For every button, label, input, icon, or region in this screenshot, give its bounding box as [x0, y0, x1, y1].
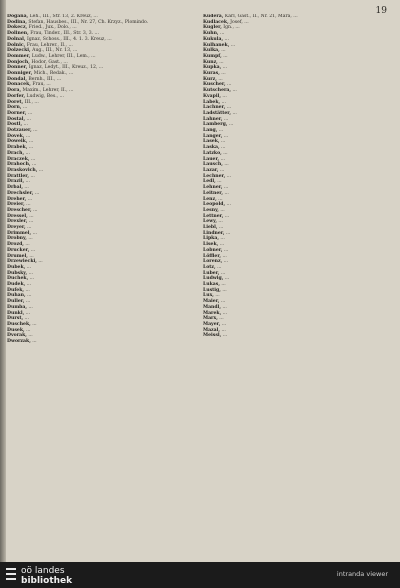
entry-details: Aug., III., Nr. 13, ...: [32, 48, 78, 54]
entry-name: Lukas,: [203, 282, 220, 288]
entry-details: ...: [32, 321, 37, 327]
entry-details: Maxim., Lehrer, II., ...: [22, 88, 74, 94]
entry-details: ...: [222, 310, 228, 316]
entry-details: ...: [29, 213, 34, 219]
entry-name: Ledl,: [203, 179, 216, 185]
logo-line-1: oö landes: [21, 566, 65, 576]
entry-name: Lipka,: [203, 236, 219, 242]
entry-details: ...: [220, 299, 226, 305]
entry-details: Josef, ...: [230, 19, 249, 25]
entry-details: III., ...: [24, 99, 39, 105]
entry-name: Dvorak,: [7, 333, 27, 339]
entry-details: ...: [25, 299, 31, 305]
entry-details: ...: [28, 333, 33, 339]
page-gutter-shadow: [0, 0, 6, 562]
entry-details: ...: [32, 339, 37, 345]
entry-name: Lesny,: [203, 207, 219, 213]
entry-details: ...: [219, 316, 224, 322]
entry-name: Liebl,: [203, 225, 218, 231]
entry-details: Frau, ...: [32, 82, 51, 88]
entry-name: Dokecz,: [7, 25, 28, 31]
entry-details: ...: [25, 179, 30, 185]
entry-details: ...: [26, 116, 31, 122]
entry-details: ...: [38, 259, 43, 265]
entry-name: Duschek,: [7, 321, 31, 327]
entry-details: ...: [222, 65, 228, 71]
entry-name: Drzewiecki,: [7, 259, 37, 265]
entry-name: Lazar,: [203, 167, 219, 173]
entry-details: ...: [30, 173, 35, 179]
entry-details: ...: [220, 236, 225, 242]
library-logo[interactable]: [6, 565, 96, 587]
entry-details: ...: [215, 293, 220, 299]
entry-details: ...: [28, 270, 33, 276]
entry-name: Kukula,: [203, 36, 224, 42]
entry-details: ...: [224, 36, 229, 42]
entry-name: Kumpf,: [203, 53, 222, 59]
entry-details: ...: [33, 207, 38, 213]
entry-details: ...: [219, 31, 225, 37]
entry-details: ...: [30, 247, 36, 253]
page-number: 19: [375, 6, 387, 16]
entry-name: Drobny,: [7, 236, 27, 242]
entry-name: Dodina,: [7, 19, 27, 25]
entry-name: Dostal,: [7, 116, 26, 122]
entry-details: ...: [218, 128, 224, 134]
entry-details: ...: [25, 242, 30, 248]
entry-name: Dondal,: [7, 76, 27, 82]
entry-name: Drahoch,: [7, 162, 31, 168]
entry-details: ...: [26, 327, 31, 333]
entry-details: ...: [220, 156, 226, 162]
entry-details: Ignaz, Ledyt., III., Kreuz., 12, ...: [28, 65, 104, 71]
entry-name: Lewy,: [203, 219, 217, 225]
entry-details: ...: [24, 185, 29, 191]
entry-details: ...: [223, 259, 229, 265]
entry-name: Donniger,: [7, 71, 33, 77]
entry-name: Marx,: [203, 316, 218, 322]
entry-name: Mayer,: [203, 321, 221, 327]
entry-details: Stefan, Hausbes., III., Nr. 27, Ch. Krzyz., Plomindo.: [28, 19, 149, 25]
entry-name: Kupka,: [203, 65, 222, 71]
entry-name: Langer,: [203, 133, 223, 139]
entry-details: ...: [28, 236, 33, 242]
entry-details: ...: [219, 242, 225, 248]
entry-details: ...: [221, 71, 226, 77]
entry-details: Hodor, Gast., ...: [31, 59, 68, 65]
entry-name: Lausch,: [203, 162, 223, 168]
entry-details: ...: [228, 122, 234, 128]
entry-details: ...: [232, 110, 237, 116]
entry-name: Dolzecki,: [7, 48, 31, 54]
entry-name: Lechner,: [203, 173, 226, 179]
entry-name: Lisek,: [203, 242, 219, 248]
entry-name: Drexler,: [7, 219, 28, 225]
entry-name: Dommer,: [7, 53, 31, 59]
entry-name: Marek,: [203, 310, 222, 316]
entry-name: Kuscher,: [203, 82, 226, 88]
entry-name: Kudera,: [203, 14, 224, 19]
entry-details: ...: [221, 327, 226, 333]
entry-name: Laska,: [203, 145, 220, 151]
entry-name: Draskovich,: [7, 167, 38, 173]
entry-details: ...: [217, 264, 222, 270]
entry-details: ...: [25, 287, 30, 293]
entry-name: Lobner,: [203, 247, 223, 253]
entry-details: ...: [25, 133, 31, 139]
entry-name: Lang,: [203, 128, 218, 134]
entry-name: Dressel,: [7, 213, 28, 219]
logo-bars-icon: [6, 568, 18, 584]
directory-entry: [203, 333, 387, 339]
entry-details: ...: [224, 162, 229, 168]
entry-details: ...: [22, 105, 28, 111]
entry-name: Mandl,: [203, 304, 221, 310]
entry-name: Duchek,: [7, 276, 29, 282]
entry-details: ...: [218, 196, 223, 202]
entry-name: Dogana,: [7, 14, 29, 19]
entry-name: Kuras,: [203, 71, 220, 77]
entry-details: ...: [232, 88, 237, 94]
entry-name: Kulhanek,: [203, 42, 230, 48]
entry-details: ...: [222, 93, 227, 99]
entry-name: Donjoch,: [7, 59, 30, 65]
entry-name: Lamberg,: [203, 122, 228, 128]
entry-name: Lux,: [203, 293, 214, 299]
entry-details: ...: [221, 321, 227, 327]
entry-details: ...: [222, 253, 227, 259]
entry-details: ...: [218, 76, 223, 82]
entry-details: ...: [26, 202, 31, 208]
entry-details: ...: [25, 310, 31, 316]
entry-name: Löffler,: [203, 253, 222, 259]
entry-name: Leopold,: [203, 202, 226, 208]
entry-details: ...: [219, 167, 225, 173]
entry-details: ...: [223, 247, 229, 253]
entry-name: Donacek,: [7, 82, 31, 88]
entry-details: ...: [226, 173, 232, 179]
entry-details: ...: [222, 333, 228, 339]
entry-name: Drimmel,: [7, 230, 32, 236]
entry-details: ...: [28, 139, 34, 145]
entry-name: Lahner,: [203, 116, 223, 122]
entry-name: Drumel,: [7, 253, 28, 259]
entry-details: ...: [221, 99, 226, 105]
entry-name: Lindner,: [203, 230, 225, 236]
entry-name: Meissl,: [203, 333, 222, 339]
entry-details: ...: [230, 42, 236, 48]
entry-name: Drabek,: [7, 145, 28, 151]
entry-details: Frau, Tinder., III., Str. 3, 3. ...: [30, 31, 99, 37]
entry-name: Drozd,: [7, 242, 24, 248]
entry-details: Fried., Jux., Dolo., ...: [28, 25, 77, 31]
entry-details: ...: [223, 133, 229, 139]
entry-details: ...: [38, 167, 44, 173]
entry-details: ...: [217, 179, 222, 185]
entry-details: Bernh., III., ...: [28, 76, 62, 82]
entry-name: Labek,: [203, 99, 221, 105]
entry-name: Donner,: [7, 65, 28, 71]
entry-name: Ludwig,: [203, 276, 224, 282]
entry-name: Dumba,: [7, 304, 27, 310]
entry-name: Dolinen,: [7, 31, 29, 37]
entry-name: Dostl,: [7, 122, 23, 128]
entry-details: ...: [224, 190, 229, 196]
entry-details: Mich., Redak., ...: [33, 71, 74, 77]
entry-name: Kudlacek,: [203, 19, 229, 25]
entry-details: ...: [226, 202, 231, 208]
entry-details: ...: [32, 162, 37, 168]
entry-details: ...: [27, 293, 32, 299]
entry-name: Duhan,: [7, 293, 26, 299]
entry-details: ...: [33, 128, 38, 134]
entry-details: ...: [27, 225, 32, 231]
viewer-label: intranda viewer: [336, 570, 388, 578]
entry-details: ...: [29, 253, 34, 259]
logo-line-2: bibliothek: [21, 576, 73, 586]
entry-details: Ludwig, Bes., ...: [26, 93, 64, 99]
entry-details: ...: [221, 282, 226, 288]
directory-entry: [7, 339, 191, 345]
entry-name: Latzko,: [203, 150, 222, 156]
entry-details: ...: [224, 276, 230, 282]
entry-details: ...: [26, 282, 32, 288]
entry-name: Lustig,: [203, 287, 221, 293]
entry-name: Dora,: [7, 88, 22, 94]
entry-details: ...: [221, 145, 226, 151]
entry-details: ...: [25, 150, 30, 156]
entry-details: ...: [220, 207, 225, 213]
entry-name: Lehner,: [203, 185, 223, 191]
left-column: [7, 14, 191, 554]
entry-name: Leitner,: [203, 190, 223, 196]
entry-details: ...: [222, 304, 227, 310]
entry-name: Draczek,: [7, 156, 30, 162]
entry-details: ...: [26, 264, 32, 270]
entry-details: ...: [225, 230, 231, 236]
entry-details: ...: [28, 304, 33, 310]
entry-details: Frau, Lehrer., II., ...: [26, 42, 73, 48]
entry-details: ...: [227, 82, 232, 88]
viewer-footer: [0, 562, 400, 588]
entry-details: Ign., ...: [223, 25, 240, 31]
entry-name: Kunz,: [203, 59, 218, 65]
entry-name: Lauer,: [203, 156, 220, 162]
entry-details: ...: [23, 122, 28, 128]
entry-name: Dorner,: [7, 110, 27, 116]
logo-text: [21, 566, 72, 586]
entry-name: Dreyer,: [7, 225, 26, 231]
entry-name: Durst,: [7, 316, 24, 322]
entry-name: Drechsler,: [7, 190, 34, 196]
entry-name: Drescher,: [7, 207, 32, 213]
entry-name: Dusek,: [7, 327, 25, 333]
entry-name: Lenz,: [203, 196, 217, 202]
entry-details: ...: [223, 116, 229, 122]
entry-name: Lachner,: [203, 105, 226, 111]
entry-details: ...: [32, 230, 37, 236]
entry-name: Kutschera,: [203, 88, 231, 94]
right-column: [203, 14, 387, 554]
entry-name: Dubek,: [7, 264, 26, 270]
entry-name: Kurz,: [203, 76, 217, 82]
entry-name: Mazal,: [203, 327, 220, 333]
entry-name: Duller,: [7, 299, 25, 305]
entry-name: Lettner,: [203, 213, 224, 219]
entry-details: ...: [221, 48, 226, 54]
entry-name: Dorfer,: [7, 93, 26, 99]
entry-details: ...: [223, 53, 228, 59]
entry-name: Dreier,: [7, 202, 25, 208]
entry-name: Maier,: [203, 299, 220, 305]
entry-details: ...: [28, 219, 34, 225]
entry-name: Drach,: [7, 150, 25, 156]
entry-name: Dolnal,: [7, 36, 26, 42]
entry-details: Ludw., Lehrer, III., Lem., ...: [31, 53, 96, 59]
entry-name: Dreher,: [7, 196, 27, 202]
entry-details: ...: [223, 150, 228, 156]
entry-name: Kugler,: [203, 25, 222, 31]
entry-name: Dunkl,: [7, 310, 25, 316]
entry-details: ...: [24, 316, 29, 322]
entry-details: ...: [223, 185, 229, 191]
entry-details: ...: [219, 59, 224, 65]
entry-details: Leh., III., Str. 13, 2. Kreuz, ...: [29, 14, 98, 19]
entry-name: Dworzak,: [7, 339, 31, 345]
entry-name: Lotz,: [203, 264, 216, 270]
entry-name: Luber,: [203, 270, 220, 276]
entry-details: ...: [34, 190, 40, 196]
entry-name: Kulka,: [203, 48, 220, 54]
entry-details: ...: [220, 270, 226, 276]
entry-name: Dorn,: [7, 105, 22, 111]
entry-name: Drazil,: [7, 179, 25, 185]
entry-name: Dufek,: [7, 287, 25, 293]
entry-details: ...: [226, 105, 232, 111]
entry-name: Doweik,: [7, 139, 28, 145]
entry-name: Lorenz,: [203, 259, 223, 265]
entry-details: ...: [222, 287, 227, 293]
entry-details: ...: [27, 196, 33, 202]
entry-name: Drattler,: [7, 173, 29, 179]
entry-details: ...: [28, 145, 34, 151]
entry-details: ...: [224, 213, 230, 219]
entry-details: Karl, Gast., II., Nr. 21, Mara, ...: [224, 14, 298, 19]
entry-name: Ladstätter,: [203, 110, 231, 116]
entry-name: Kuhn,: [203, 31, 219, 37]
entry-details: ...: [218, 219, 223, 225]
entry-details: Ignaz, Schoss., III., 4. 1. 3. Kreuz, ...: [26, 36, 112, 42]
entry-name: Kvapil,: [203, 93, 221, 99]
entry-name: Dotzauer,: [7, 128, 32, 134]
entry-details: ...: [220, 139, 226, 145]
entry-details: ...: [218, 225, 224, 231]
entry-name: Doret,: [7, 99, 24, 105]
entry-details: ...: [29, 276, 35, 282]
entry-name: Lasek,: [203, 139, 220, 145]
entry-name: Dudek,: [7, 282, 26, 288]
entry-name: Dubsky,: [7, 270, 28, 276]
entry-details: ...: [27, 110, 33, 116]
entry-name: Dolnic,: [7, 42, 26, 48]
entry-details: ...: [30, 156, 36, 162]
entry-name: Drucker,: [7, 247, 30, 253]
entry-name: Drbal,: [7, 185, 23, 191]
entry-name: Dovek,: [7, 133, 25, 139]
